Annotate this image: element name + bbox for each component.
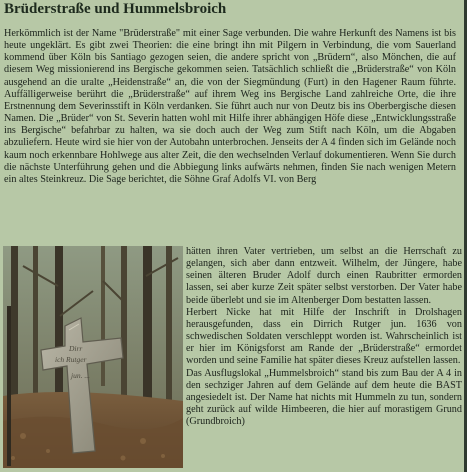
cross-inscription-2: ich Rutger <box>55 355 87 364</box>
page-title: Brüderstraße und Hummelsbroich <box>4 1 227 17</box>
paragraph-origin-of-name: Herkömmlich ist der Name "Brüderstraße" mit einer Sage verbunden. Die wahre Herkunft des Namens ist bis heute ungeklärt. Es gibt zwei Theorien: die eine bringt ihn mit Pilgern in Verbindung, die vom Sauerland kommend über Köln bis Santiago gezogen seien, die andere spricht von „Brüdern“, also Mönchen, die auf diesem Weg missionierend ins Bergische gekommen seien. Tatsächlich schließt die „Brüderstraße“ von Köln ausgehend an die uralte „Heidenstraße“ an, die von der Siegmündung (Furt) in den Hagener Raum führte. Auffälligerweise berührt die „Brüderstraße“ auf ihrem Weg ins Bergische Land zahlreiche Orte, die ihre Erstnennung dem Severinsstift in Köln verdanken. Sie führt auch nur von Deutz bis ins Oberbergische diesen Namen. Die „Brüder“ von St. Severin hatten wohl mit Hilfe ihrer abhängigen Höfe diese „Entwicklungsstraße ins Bergische“ befahrbar zu halten, wa sie doch auch der Weg zum Stift nach Köln, um die Abgaben abzuliefern. Heute wird sie hier von der Autobahn unterbrochen. Jenseits der A 4 finden sich im Gelände noch kaum noch erkennbare Hohlwege aus alter Zeit, die den wechselnden Verlauf dokumentieren. Wenn Sie durch die nächste Unterführung gehen und die Abbiegung links aufwärts nehmen, finden Sie nach wenigen Metern ein altes Steinkreuz. Die Sage berichtet, die Söhne Graf Adolfs VI. von Berg <box>4 28 456 185</box>
paragraph-legend: hätten ihren Vater vertrieben, um selbst an die Herrschaft zu gelangen, sich aber dann entzweit. Wilhelm, der Jüngere, habe seinen älteren Bruder Adolf durch einen Raubritter ermorden lassen, sei aber kurze Zeit später selbst verstorben. Der Vater habe beide überlebt und sie im Altenberger Dom bestatten lassen. <box>186 246 462 306</box>
paragraph-hummelsbroich: Das Ausflugslokal „Hummelsbroich“ stand bis zum Bau der A 4 in den sechziger Jahren auf dem Gelände auf dem heute die BAST angesiedelt ist. Der Name hat nichts mit Hummeln zu tun, sondern geht zurück auf wilde Himbeeren, die hier auf morastigem Grund (Grundbroich) <box>186 367 462 428</box>
stone-cross-photo <box>3 246 183 468</box>
cross-inscription-1: Dirr <box>69 344 83 353</box>
upper-text-block <box>4 28 456 186</box>
forest-photo-illustration <box>3 246 183 468</box>
lower-text-block <box>186 246 462 428</box>
paragraph-nicke: Herbert Nicke hat mit Hilfe der Inschrift in Drolshagen herausgefunden, dass ein Dirrich Rutger jun. 1636 von schwedischen Soldaten verschleppt worden ist. Wahrscheinlich ist er hier im Königsforst am Rande der „Brüderstraße“ ermordet worden und seine Familie hat später dieses Kreuz aufstellen lassen. <box>186 306 462 367</box>
cross-inscription-3: jun. ... <box>71 371 90 380</box>
